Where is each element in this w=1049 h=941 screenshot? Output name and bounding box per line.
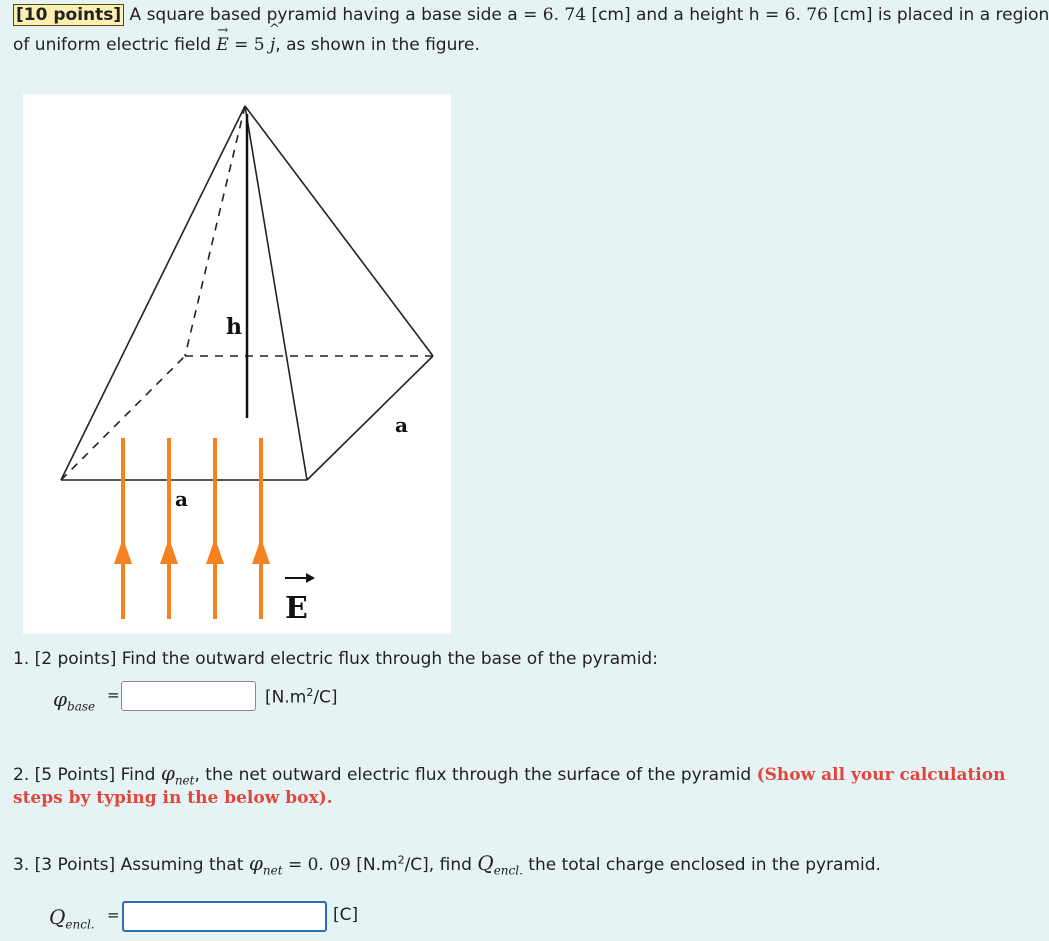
pyramid-edge-front: [245, 106, 307, 480]
q1-text: 1. [2 points] Find the outward electric flux through the base of the pyramid:: [13, 649, 658, 669]
label-E: E: [285, 591, 308, 626]
h-value: 6. 76: [784, 5, 828, 25]
field-arrow-4: [252, 438, 270, 619]
question-line-2: of uniform electric field → E = 5 ^ j, as shown in the figure.: [13, 22, 480, 55]
pyramid-edge-left: [61, 106, 245, 480]
field-arrow-1: [114, 438, 132, 619]
pyramid-diagram: [23, 94, 451, 634]
q3-unit: [C]: [333, 905, 359, 925]
q3-answer-input[interactable]: [122, 901, 327, 932]
q2-instruction-red-2: steps by typing in the below box).: [13, 788, 333, 808]
q3-q-label: $Q_{encl.}$: [49, 905, 95, 932]
q2-line-1: 2. [5 Points] Find $\varphi_{net}$, the net outward electric flux through the surface of the pyramid (Show all your calculation: [13, 761, 1006, 788]
field-arrows: [114, 438, 270, 619]
q2-instruction-red: (Show all your calculation: [756, 765, 1006, 785]
q1-equals: =: [107, 686, 120, 704]
q1-phi-label: $\varphi_{base}$: [53, 687, 96, 714]
label-a-right: a: [395, 413, 408, 437]
label-a-bottom: a: [175, 487, 188, 511]
pyramid-edge-right: [245, 106, 433, 356]
a-value: 6. 74: [542, 5, 587, 25]
field-arrow-3: [206, 438, 224, 619]
q3-text: 3. [3 Points] Assuming that $\varphi_{net} = 0$. 09 $[N.m^2/C]$, find $Q_{encl.}$ the total charge enclosed in the pyramid.: [13, 851, 881, 878]
q1-answer-input[interactable]: [121, 681, 256, 711]
pyramid-figure: [23, 94, 451, 634]
field-arrow-2: [160, 438, 178, 619]
j-unit-vector: ^ j: [269, 22, 280, 55]
base-edge-right: [307, 356, 433, 480]
question-line-1: [10 points] A square based pyramid having a base side a = 6. 74 [cm] and a height h = 6. 76 [cm] is placed in a region: [13, 5, 1049, 25]
label-h: h: [226, 314, 242, 340]
points-badge: [10 points]: [13, 4, 124, 26]
label-E-vector-arrow: [285, 573, 315, 583]
q1-unit: $[N.m^2/C]$: [265, 686, 338, 708]
e-field-vector: → E: [216, 23, 229, 55]
q3-equals: =: [107, 906, 120, 924]
